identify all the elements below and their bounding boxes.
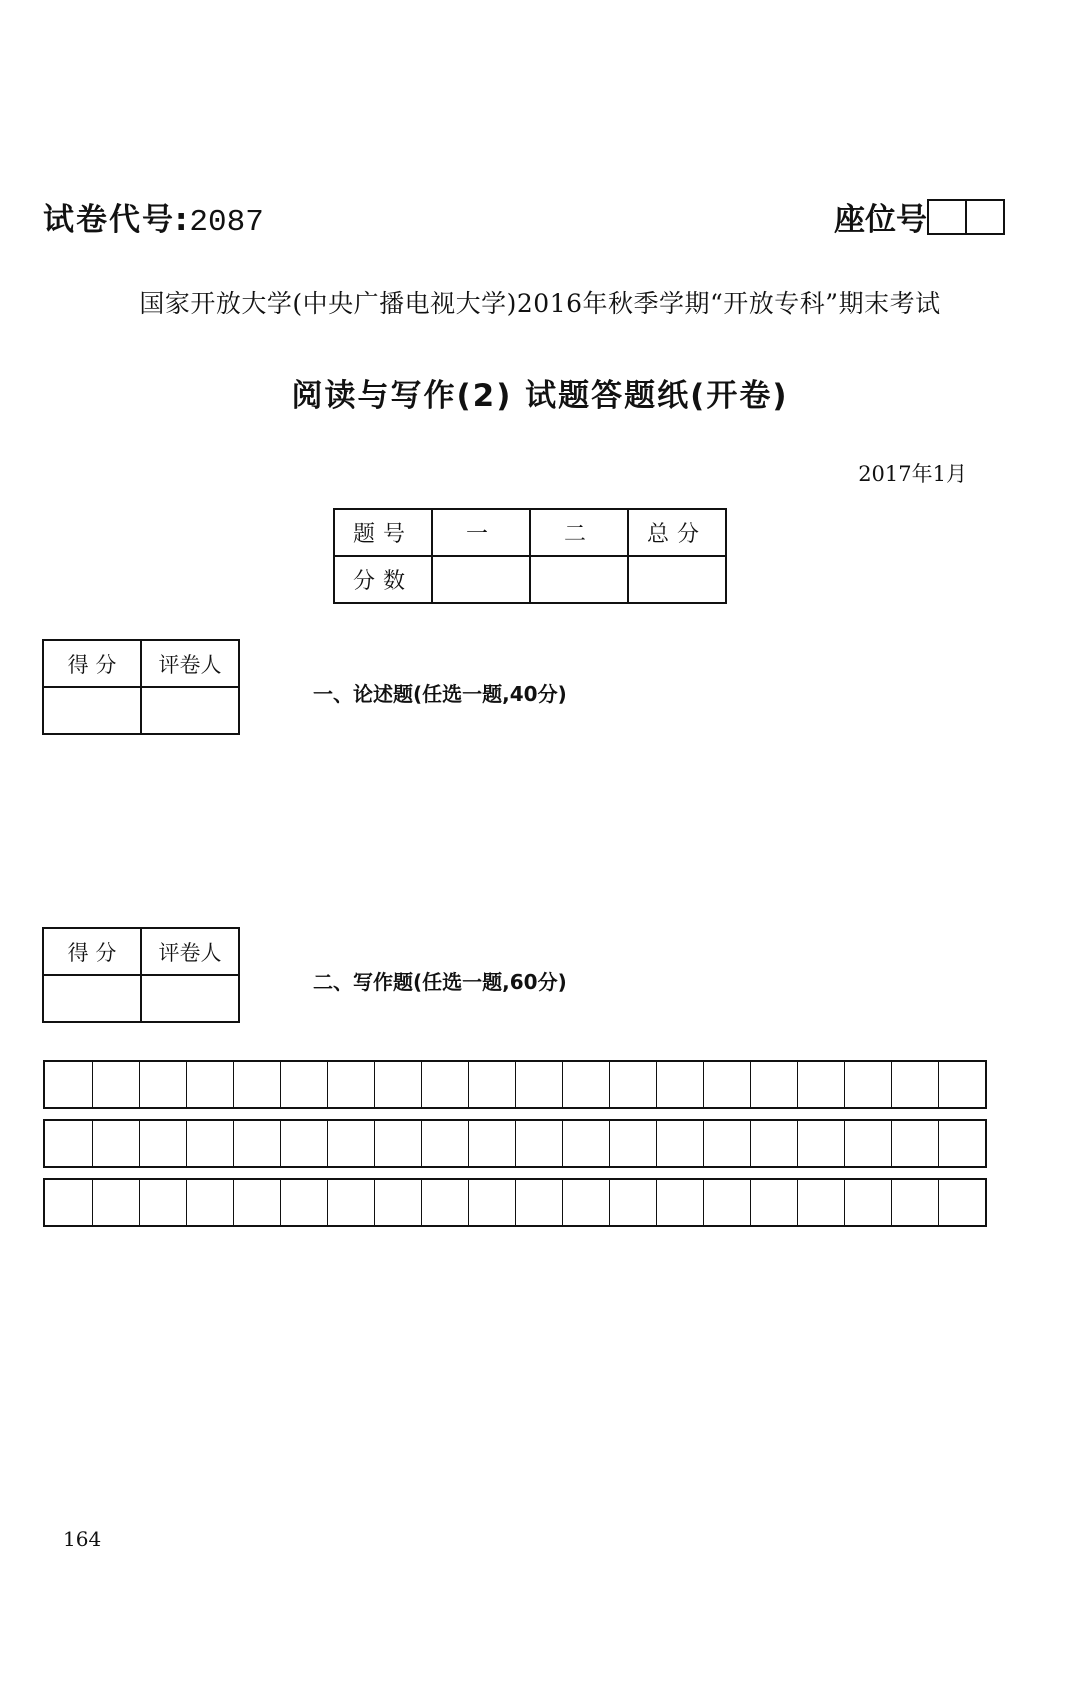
grid-cell[interactable] [750,1180,797,1225]
grader-cell[interactable] [141,975,239,1022]
grid-cell[interactable] [750,1062,797,1107]
grid-cell[interactable] [139,1121,186,1166]
grid-cell[interactable] [327,1180,374,1225]
grid-cell[interactable] [139,1062,186,1107]
seat-box[interactable] [967,199,1005,235]
grid-cell[interactable] [609,1180,656,1225]
writing-grid [43,1060,987,1227]
grid-cell[interactable] [703,1180,750,1225]
table-header-cell: 二 [530,509,628,556]
grid-cell[interactable] [421,1062,468,1107]
grid-cell[interactable] [374,1180,421,1225]
grid-cell[interactable] [280,1180,327,1225]
grid-cell[interactable] [562,1062,609,1107]
grid-cell[interactable] [468,1180,515,1225]
grid-cell[interactable] [515,1062,562,1107]
grid-cell[interactable] [609,1062,656,1107]
grid-cell[interactable] [515,1180,562,1225]
section-title-writing: 二、写作题(任选一题,60分) [313,970,567,994]
grid-cell[interactable] [45,1062,92,1107]
grid-row [43,1178,987,1227]
grid-cell[interactable] [327,1121,374,1166]
grid-cell[interactable] [562,1121,609,1166]
score-cell[interactable] [628,556,726,603]
score-label: 得 分 [43,928,141,975]
grid-cell[interactable] [45,1180,92,1225]
grid-cell[interactable] [92,1062,139,1107]
table-row [43,975,239,1022]
paper-code [43,194,264,240]
grid-cell[interactable] [656,1062,703,1107]
table-header-cell: 总分 [628,509,726,556]
grid-cell[interactable] [938,1121,985,1166]
grid-cell[interactable] [421,1121,468,1166]
grid-cell[interactable] [938,1180,985,1225]
score-summary-table [333,508,727,604]
grid-cell[interactable] [562,1180,609,1225]
grid-cell[interactable] [515,1121,562,1166]
course-title: 阅读与写作(2) 试题答题纸(开卷) [291,378,789,414]
grid-cell[interactable] [233,1062,280,1107]
grid-cell[interactable] [186,1121,233,1166]
grid-cell[interactable] [280,1121,327,1166]
grid-cell[interactable] [327,1062,374,1107]
grid-cell[interactable] [374,1062,421,1107]
grader-label: 评卷人 [141,640,239,687]
grid-cell[interactable] [703,1062,750,1107]
grader-box [42,639,240,735]
grid-cell[interactable] [468,1121,515,1166]
grid-cell[interactable] [844,1062,891,1107]
grid-cell[interactable] [609,1121,656,1166]
grid-cell[interactable] [891,1062,938,1107]
score-cell[interactable] [43,687,141,734]
score-cell[interactable] [530,556,628,603]
grid-cell[interactable] [92,1180,139,1225]
table-row [43,687,239,734]
page-number: 164 [63,1527,102,1551]
section-title-essay: 一、论述题(任选一题,40分) [313,682,567,706]
table-row [43,640,239,687]
grid-cell[interactable] [280,1062,327,1107]
grader-box [42,927,240,1023]
grid-cell[interactable] [186,1062,233,1107]
grid-cell[interactable] [891,1121,938,1166]
grid-cell[interactable] [92,1121,139,1166]
grid-cell[interactable] [656,1121,703,1166]
grid-cell[interactable] [891,1180,938,1225]
paper-code-label: 试卷代号: [43,202,190,238]
seat-box[interactable] [927,199,967,235]
score-cell[interactable] [43,975,141,1022]
grader-label: 评卷人 [141,928,239,975]
grid-cell[interactable] [797,1121,844,1166]
paper-code-value: 2087 [189,205,264,240]
grid-row [43,1060,987,1109]
seat-number-label: 座位号 [834,202,927,238]
grid-cell[interactable] [656,1180,703,1225]
table-row [43,928,239,975]
grid-cell[interactable] [233,1121,280,1166]
grid-cell[interactable] [797,1180,844,1225]
table-header-cell: 一 [432,509,530,556]
grid-cell[interactable] [139,1180,186,1225]
table-header-cell: 题号 [334,509,432,556]
grid-cell[interactable] [750,1121,797,1166]
grid-cell[interactable] [703,1121,750,1166]
table-header-cell: 分数 [334,556,432,603]
grid-cell[interactable] [844,1180,891,1225]
grid-cell[interactable] [421,1180,468,1225]
table-row [334,556,726,603]
grid-cell[interactable] [45,1121,92,1166]
seat-number [834,194,1005,239]
grid-cell[interactable] [844,1121,891,1166]
grid-cell[interactable] [233,1180,280,1225]
grader-cell[interactable] [141,687,239,734]
grid-cell[interactable] [468,1062,515,1107]
grid-cell[interactable] [938,1062,985,1107]
score-cell[interactable] [432,556,530,603]
grid-cell[interactable] [186,1180,233,1225]
exam-date: 2017年1月 [858,462,967,486]
score-label: 得 分 [43,640,141,687]
table-row [334,509,726,556]
grid-cell[interactable] [797,1062,844,1107]
exam-heading: 国家开放大学(中央广播电视大学)2016年秋季学期“开放专科”期末考试 [139,289,941,318]
grid-cell[interactable] [374,1121,421,1166]
grid-row [43,1119,987,1168]
